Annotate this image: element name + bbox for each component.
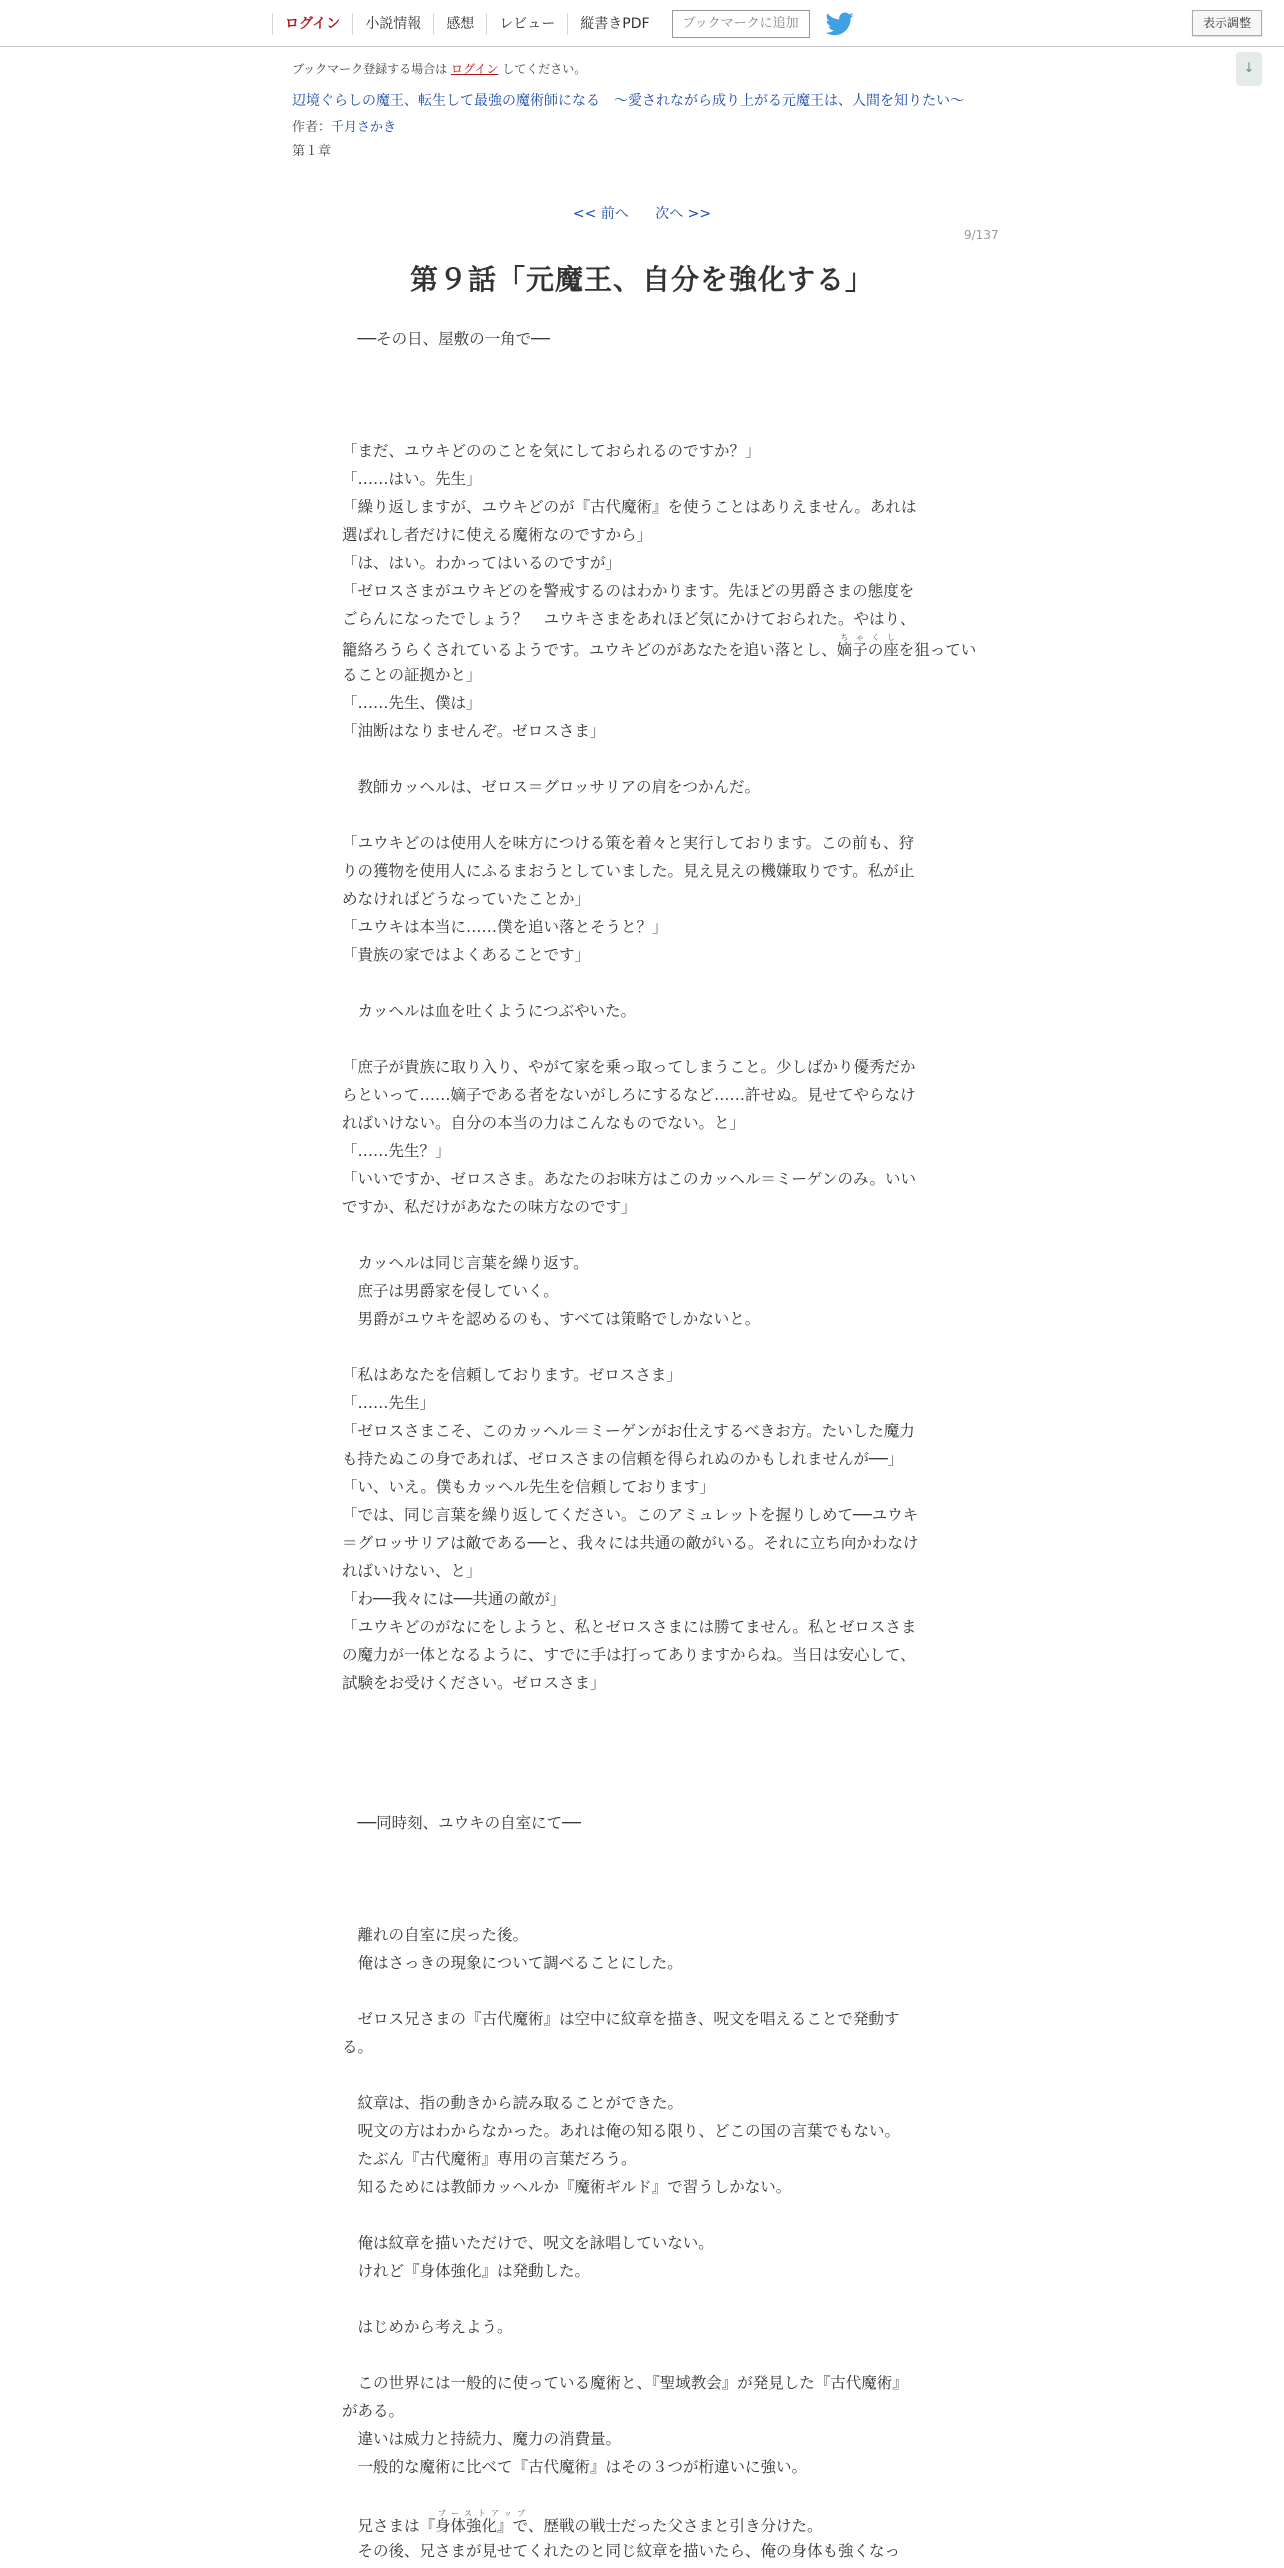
text-line: 俺はさっきの現象について調べることにした。	[342, 1954, 683, 1972]
text-line: 「庶子が貴族に取り入り、やがて家を乗っ取ってしまうこと。少しばかり優秀だか	[342, 1058, 916, 1076]
text-line: 呪文の方はわからなかった。あれは俺の知る限り、どこの国の言葉でもない。	[342, 2122, 901, 2140]
text-line: その後、兄さまが見せてくれたのと同じ紋章を描いたら、俺の身体も強くなっ	[342, 2542, 901, 2560]
notice-login-link[interactable]: ログイン	[451, 62, 499, 76]
text-line: 「……先生？」	[342, 1142, 451, 1160]
text-line: 「わ──我々には──共通の敵が」	[342, 1590, 566, 1608]
ruby-annotation: 身体強化』でブーストアップ	[435, 2509, 529, 2535]
text-line: カッヘルは同じ言葉を繰り返す。	[342, 1254, 589, 1272]
twitter-bird-icon[interactable]	[826, 12, 854, 36]
text-line: たぶん『古代魔術』専用の言葉だろう。	[342, 2150, 637, 2168]
text-line: ることの証拠かと」	[342, 666, 482, 684]
text-line: 「ゼロスさまがユウキどのを警戒するのはわかります。先ほどの男爵さまの態度を	[342, 582, 915, 600]
impressions-link[interactable]: 感想	[433, 13, 486, 35]
text-line: ればいけない、と」	[342, 1562, 482, 1580]
blank-line	[342, 1977, 942, 2005]
chapter-title: 第１章	[292, 144, 332, 159]
text-line: ──その日、屋敷の一角で──	[342, 330, 550, 348]
vertical-pdf-link[interactable]: 縦書きPDF	[567, 13, 661, 35]
text-line: 教師カッヘルは、ゼロス＝グロッサリアの肩をつかんだ。	[342, 778, 761, 796]
text-line: 「ゼロスさまこそ、このカッヘル＝ミーゲンがお仕えするべきお方。たいした魔力	[342, 1422, 915, 1440]
text-line: けれど『身体強化』は発動した。	[342, 2262, 591, 2280]
login-link[interactable]: ログイン	[272, 13, 352, 35]
blank-line	[342, 381, 942, 409]
text-line: 「い、いえ。僕もカッヘル先生を信頼しております」	[342, 1478, 715, 1496]
text-line: 籠絡ろうらくされているようです。ユウキどのがあなたを追い落とし、嫡子の座ちゃくしを狙ってい	[342, 633, 977, 659]
text-line: 「ユウキどのがなにをしようと、私とゼロスさまには勝てません。私とゼロスさま	[342, 1618, 917, 1636]
text-line: ですか、私だけがあなたの味方なのです」	[342, 1198, 637, 1216]
pager	[0, 203, 1284, 223]
blank-line	[342, 2061, 942, 2089]
text-line: 俺は紋章を描いただけで、呪文を詠唱していない。	[342, 2234, 714, 2252]
blank-line	[342, 1893, 942, 1921]
text-line: ればいけない。自分の本当の力はこんなものでない。と」	[342, 1114, 746, 1132]
add-bookmark-button[interactable]: ブックマークに追加	[672, 10, 810, 38]
text-line: 「いいですか、ゼロスさま。あなたのお味方はこのカッヘル＝ミーゲンのみ。いい	[342, 1170, 916, 1188]
blank-line	[342, 1697, 942, 1725]
blank-line	[342, 1753, 942, 1781]
author-line	[292, 116, 1012, 135]
novel-title-link[interactable]: 辺境ぐらしの魔王、転生して最強の魔術師になる 〜愛されながら成り上がる元魔王は、人間を知りたい〜	[292, 93, 964, 109]
text-line: 兄さまは『身体強化』でブーストアップ、歴戦の戦士だった父さまと引き分けた。	[342, 2509, 823, 2535]
episode-title: 第９話「元魔王、自分を強化する」	[409, 263, 874, 296]
scroll-down-button[interactable]	[1236, 52, 1262, 86]
text-line: 男爵がユウキを認めるのも、すべては策略でしかないと。	[342, 1310, 761, 1328]
blank-line	[342, 969, 942, 997]
blank-line	[342, 353, 942, 381]
text-line: 紋章は、指の動きから読み取ることができた。	[342, 2094, 684, 2112]
text-line: カッヘルは血を吐くようにつぶやいた。	[342, 1002, 637, 1020]
text-line: 知るためには教師カッヘルか『魔術ギルド』で習うしかない。	[342, 2178, 792, 2196]
text-line: 「ユウキは本当に……僕を追い落とそうと？」	[342, 918, 668, 936]
notice-text-end: してください。	[502, 62, 587, 76]
novel-body	[342, 325, 977, 2565]
blank-line	[342, 1725, 942, 1753]
blank-line	[342, 409, 942, 437]
review-link[interactable]: レビュー	[486, 13, 567, 35]
blank-line	[342, 745, 942, 773]
text-line: 「では、同じ言葉を繰り返してください。このアミュレットを握りしめて──ユウキ	[342, 1506, 919, 1524]
text-line: ごらんになったでしょう？ ユウキさまをあれほど気にかけておられた。やはり、	[342, 610, 916, 628]
blank-line	[342, 1221, 942, 1249]
text-line: らといって……嫡子である者をないがしろにするなど……許せぬ。見せてやらなけ	[342, 1086, 916, 1104]
blank-line	[342, 1025, 942, 1053]
nav-menu	[272, 8, 854, 40]
text-line: 離れの自室に戻った後。	[342, 1926, 529, 1944]
novel-info-link[interactable]: 小説情報	[352, 13, 433, 35]
text-line: 「は、はい。わかってはいるのですが」	[342, 554, 622, 572]
text-line: この世界には一般的に使っている魔術と、『聖域教会』が発見した『古代魔術』	[342, 2374, 908, 2392]
prev-link[interactable]: << 前へ	[572, 206, 629, 222]
text-line: ＝グロッサリアは敵である──と、我々には共通の敵がいる。それに立ち向かわなけ	[342, 1534, 919, 1552]
text-line: りの獲物を使用人にふるまおうとしていました。見え見えの機嫌取りです。私が止	[342, 862, 915, 880]
bookmark-notice	[292, 60, 1012, 77]
page-counter: 9/137	[964, 228, 999, 242]
ruby-annotation: 嫡子の座ちゃくし	[836, 633, 899, 659]
text-line: ──同時刻、ユウキの自室にて──	[342, 1814, 581, 1832]
text-line: 「油断はなりませんぞ。ゼロスさま」	[342, 722, 606, 740]
text-line: る。	[342, 2038, 374, 2056]
blank-line	[342, 2285, 942, 2313]
text-line: 「私はあなたを信頼しております。ゼロスさま」	[342, 1366, 682, 1384]
text-line: 選ばれし者だけに使える魔術なのですから」	[342, 526, 653, 544]
blank-line	[342, 801, 942, 829]
text-line: 違いは威力と持続力、魔力の消費量。	[342, 2430, 622, 2448]
blank-line	[342, 1781, 942, 1809]
blank-line	[342, 1837, 942, 1865]
display-settings-button[interactable]: 表示調整	[1192, 10, 1262, 36]
notice-text: ブックマーク登録する場合は	[292, 62, 448, 76]
novel-header	[292, 60, 1012, 159]
text-line: 試験をお受けください。ゼロスさま」	[342, 1674, 606, 1692]
author-label: 作者：	[292, 120, 332, 135]
top-navigation-bar	[0, 0, 1284, 47]
text-line: 「繰り返しますが、ユウキどのが『古代魔術』を使うことはありえません。あれは	[342, 498, 917, 516]
blank-line	[342, 1865, 942, 1893]
text-line: 「貴族の家ではよくあることです」	[342, 946, 591, 964]
text-line: 「ユウキどのは使用人を味方につける策を着々と実行しております。この前も、狩	[342, 834, 914, 852]
text-line: 「……先生」	[342, 1394, 436, 1412]
down-arrow-icon: ↓	[1243, 61, 1255, 76]
text-line: がある。	[342, 2402, 405, 2420]
text-line: 「……先生、僕は」	[342, 694, 482, 712]
blank-line	[342, 2201, 942, 2229]
next-link[interactable]: 次へ >>	[655, 206, 712, 222]
text-line: 「……はい。先生」	[342, 470, 482, 488]
text-line: の魔力が一体となるように、すでに手は打ってありますからね。当日は安心して、	[342, 1646, 916, 1664]
blank-line	[342, 1333, 942, 1361]
text-line: 庶子は男爵家を侵していく。	[342, 1282, 559, 1300]
text-line: はじめから考えよう。	[342, 2318, 513, 2336]
text-line: 「まだ、ユウキどののことを気にしておられるのですか？」	[342, 442, 761, 460]
author-link[interactable]: 千月さかき	[331, 120, 397, 135]
text-line: ゼロス兄さまの『古代魔術』は空中に紋章を描き、呪文を唱えることで発動す	[342, 2010, 900, 2028]
text-line: も持たぬこの身であれば、ゼロスさまの信頼を得られぬのかもしれませんが──」	[342, 1450, 904, 1468]
blank-line	[342, 2341, 942, 2369]
text-line: 一般的な魔術に比べて『古代魔術』はその３つが桁違いに強い。	[342, 2458, 808, 2476]
blank-line	[342, 2481, 942, 2509]
text-line: めなければどうなっていたことか」	[342, 890, 591, 908]
